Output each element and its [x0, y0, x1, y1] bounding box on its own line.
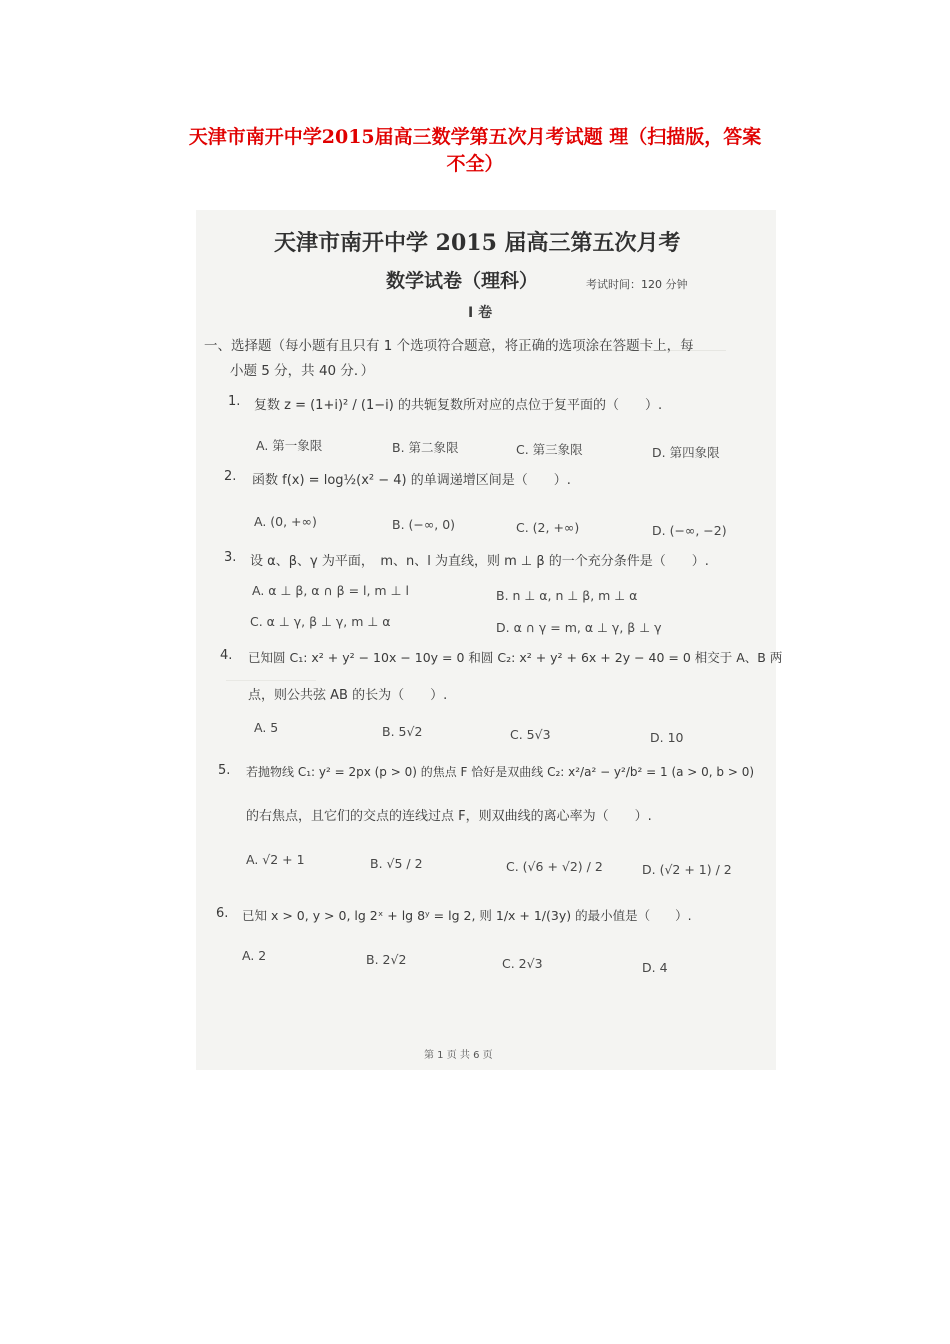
option-c: C. 2√3 — [502, 956, 543, 971]
option-a: A. α ⊥ β, α ∩ β = l, m ⊥ l — [252, 583, 409, 598]
option-d: D. (−∞, −2) — [652, 523, 727, 538]
question-number: 5. — [218, 763, 231, 778]
option-c: C. α ⊥ γ, β ⊥ γ, m ⊥ α — [250, 614, 391, 629]
option-a: A. 2 — [242, 948, 267, 963]
option-a: A. (0, +∞) — [254, 514, 317, 529]
page-footer: 第 1 页 共 6 页 — [424, 1050, 493, 1061]
question-text-line1: 已知圆 C₁: x² + y² − 10x − 10y = 0 和圆 C₂: x² + y² + 6x + 2y − 40 = 0 相交于 A、B 两 — [248, 650, 783, 665]
option-a: A. 第一象限 — [256, 438, 323, 453]
question-number: 3. — [224, 550, 237, 565]
option-b: B. n ⊥ α, n ⊥ β, m ⊥ α — [496, 588, 638, 603]
option-a: A. 5 — [254, 720, 279, 735]
option-c: C. (√6 + √2) / 2 — [506, 859, 603, 874]
option-b: B. 5√2 — [382, 724, 423, 739]
question-text: 复数 z = (1+i)² / (1−i) 的共轭复数所对应的点位于复平面的（ ）. — [254, 398, 663, 413]
option-b: B. (−∞, 0) — [392, 517, 456, 532]
scan-noise — [226, 680, 316, 681]
question-text: 设 α、β、γ 为平面， m、n、l 为直线，则 m ⊥ β 的一个充分条件是（ ）. — [250, 554, 709, 569]
option-d: D. 第四象限 — [652, 445, 720, 460]
question-text-line2: 的右焦点，且它们的交点的连线过点 F，则双曲线的离心率为（ ）. — [246, 809, 652, 824]
option-c: C. 5√3 — [510, 727, 551, 742]
option-d: D. 4 — [642, 960, 668, 975]
question-text-line1: 若抛物线 C₁: y² = 2px (p > 0) 的焦点 F 恰好是双曲线 C₂: x²/a² − y²/b² = 1 (a > 0, b > 0) — [246, 765, 755, 779]
volume-label: I 卷 — [468, 305, 493, 321]
question-text-line2: 点，则公共弦 AB 的长为（ ）. — [248, 688, 448, 703]
option-d: D. α ∩ γ = m, α ⊥ γ, β ⊥ γ — [496, 620, 662, 635]
question-text: 已知 x > 0, y > 0, lg 2ˣ + lg 8ʸ = lg 2, 则 1/x + 1/(3y) 的最小值是（ ）. — [242, 908, 692, 923]
question-number: 1. — [228, 394, 241, 409]
question-number: 4. — [220, 648, 233, 663]
option-b: B. 第二象限 — [392, 440, 459, 455]
question-text: 函数 f(x) = log½(x² − 4) 的单调递增区间是（ ）. — [252, 473, 571, 488]
section-instructions-line2: 小题 5 分，共 40 分．） — [230, 363, 375, 379]
option-c: C. (2, +∞) — [516, 520, 580, 535]
option-c: C. 第三象限 — [516, 442, 583, 457]
option-d: D. 10 — [650, 730, 684, 745]
option-b: B. √5 / 2 — [370, 856, 423, 871]
document-title-line1: 天津市南开中学2015届高三数学第五次月考试题 理（扫描版，答案 — [188, 126, 762, 148]
section-instructions-line1: 一、选择题（每小题有且只有 1 个选项符合题意，将正确的选项涂在答题卡上，每 — [204, 338, 694, 354]
exam-subtitle: 数学试卷（理科） — [386, 270, 539, 292]
scanned-exam-page — [196, 210, 783, 1070]
exam-time: 考试时间：120 分钟 — [586, 278, 688, 291]
exam-title: 天津市南开中学 2015 届高三第五次月考 — [274, 230, 681, 256]
question-number: 2. — [224, 469, 237, 484]
option-b: B. 2√2 — [366, 952, 407, 967]
document-title-line2: 不全） — [446, 153, 504, 175]
option-a: A. √2 + 1 — [246, 852, 305, 867]
option-d: D. (√2 + 1) / 2 — [642, 862, 732, 877]
document-title — [120, 124, 830, 178]
question-number: 6. — [216, 906, 229, 921]
